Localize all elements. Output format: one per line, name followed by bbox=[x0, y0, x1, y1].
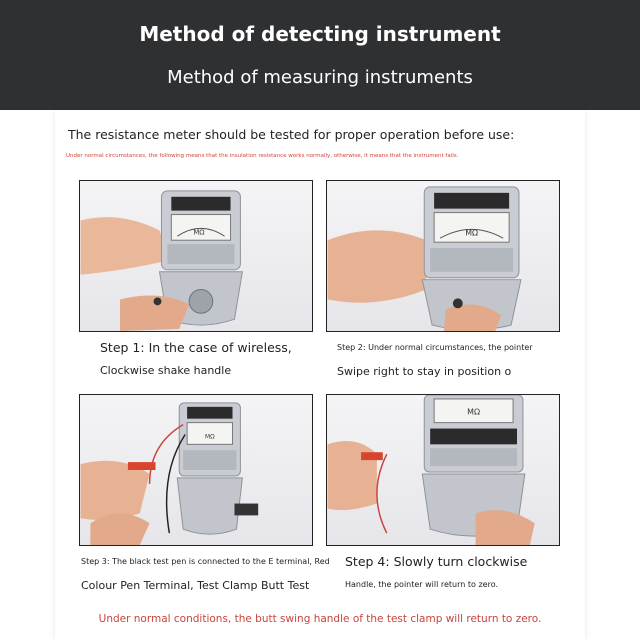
step4-line1: Step 4: Slowly turn clockwise bbox=[345, 554, 528, 569]
meter-illustration bbox=[327, 395, 559, 545]
meter-illustration bbox=[80, 395, 312, 545]
step3-line2: Colour Pen Terminal, Test Clamp Butt Test bbox=[81, 579, 310, 592]
step3-line1: Step 3: The black test pen is connected to the E terminal, Red bbox=[81, 557, 330, 566]
step2-line1: Step 2: Under normal circumstances, the pointer bbox=[337, 343, 533, 352]
step2-line2: Swipe right to stay in position o bbox=[337, 365, 512, 378]
page-subtitle: Method of measuring instruments bbox=[167, 67, 473, 88]
footer-note: Under normal conditions, the butt swing handle of the test clamp will return to zero. bbox=[98, 613, 542, 625]
step1-line1: Step 1: In the case of wireless, bbox=[100, 340, 292, 355]
intro-text: The resistance meter should be tested for proper operation before use: bbox=[68, 127, 515, 142]
meter-unit-label: MΩ bbox=[193, 228, 205, 237]
normal-condition-note: Under normal circumstances, the following means that the insulation resistance works normally, otherwise, it means that the instrument fails. bbox=[66, 153, 459, 159]
header-banner bbox=[0, 0, 640, 110]
page-title: Method of detecting instrument bbox=[139, 22, 501, 46]
step3-photo bbox=[79, 394, 313, 546]
meter-unit-label: MΩ bbox=[465, 228, 479, 238]
meter-unit-label: MΩ bbox=[205, 434, 215, 441]
step1-photo bbox=[79, 180, 313, 332]
step2-photo bbox=[326, 180, 560, 332]
meter-unit-label: MΩ bbox=[467, 407, 480, 417]
step4-photo bbox=[326, 394, 560, 546]
step4-line2: Handle, the pointer will return to zero. bbox=[345, 580, 498, 589]
meter-illustration bbox=[327, 181, 559, 331]
step1-line2: Clockwise shake handle bbox=[100, 364, 232, 377]
meter-illustration bbox=[80, 181, 312, 331]
